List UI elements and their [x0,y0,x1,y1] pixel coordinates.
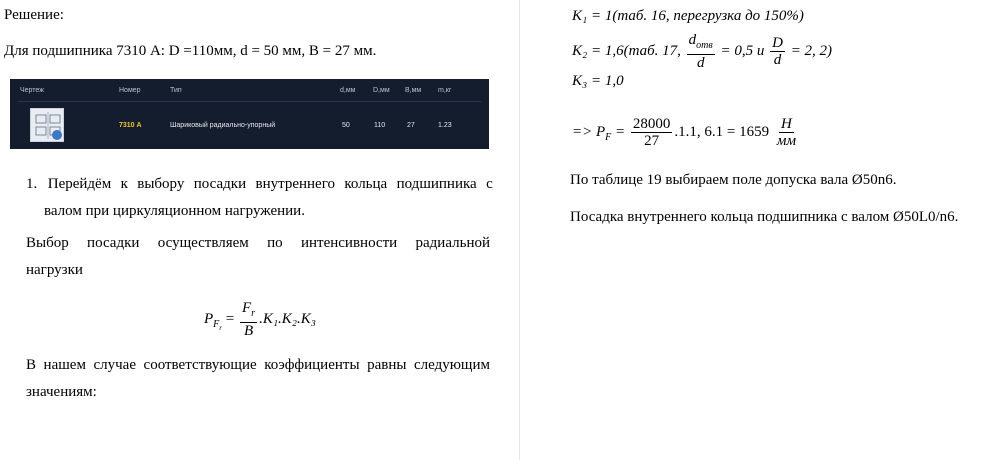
list-item-text-line2: валом при циркуляционном нагружении. [44,203,305,219]
result-prefix: => P [572,123,606,140]
paragraph-selection-line2: нагрузки [26,262,83,278]
bearing-mass-value: 1.23 [438,122,452,129]
col-type-header: Тип [170,87,182,94]
table-divider [18,101,481,102]
k2-fraction-1 [687,32,715,71]
list-number: 1. [26,176,38,192]
k2-value [572,32,832,71]
col-drawing-header: Чертеж [20,87,44,94]
result-unit-num: Н [781,116,792,132]
bearing-d-value: 50 [342,122,350,129]
col-number-header: Номер [119,87,141,94]
bearing-table [10,79,489,149]
result-formula [572,116,800,149]
formula-eq: = [225,310,235,327]
formula-P-sub: F [213,318,220,330]
solution-heading: Решение: [4,7,64,23]
k3-value: K₃ = 1,0 [572,73,624,89]
formula-fraction [240,300,257,339]
formula-rest: .K₁.K₂.K₃ [259,310,316,327]
col-B-header: B,мм [405,87,422,94]
k1-value: K₁ = 1(таб. 16, перегрузка до 150%) [572,8,804,24]
result-den: 27 [644,133,660,149]
formula-num-sub: r [251,308,256,319]
k2-fraction-2 [770,35,785,68]
k2-frac1-den: d [696,55,705,71]
col-d-header: d,мм [340,87,356,94]
bearing-dimensions: Для подшипника 7310 А: D =110мм, d = 50 мм, B = 27 мм. [4,43,377,59]
col-m-header: m,кг [438,87,452,94]
paragraph-selection-line1: Выбор посадки осуществляем по интенсивности радиальной [26,235,490,251]
result-fraction [631,116,673,149]
bearing-type: Шариковый радиально-упорный [170,122,276,129]
tolerance-text: По таблице 19 выбираем поле допуска вала Ø50n6. [570,172,897,188]
bearing-number[interactable]: 7310 А [119,122,142,129]
load-intensity-formula [204,300,316,339]
result-unit [775,116,798,149]
bearing-D-value: 110 [374,122,386,129]
col-D-header: D,мм [373,87,390,94]
zoom-icon[interactable] [52,130,62,140]
k2-frac2-den: d [773,52,782,68]
result-unit-den: мм [776,133,797,149]
bearing-drawing-thumbnail[interactable] [30,108,64,142]
k2-prefix: K₂ = 1,6(таб. 17, [572,42,681,59]
bearing-B-value: 27 [407,122,415,129]
formula-P: P [204,310,214,327]
formula-num: F [241,300,252,316]
k2-suffix: = 2, 2) [790,42,833,59]
k2-frac1-num-sub: отв [696,40,713,51]
page-divider [519,0,520,460]
paragraph-coefficients-line1: В нашем случае соответствующие коэффициенты равны следующим [26,357,490,373]
result-mid: .1.1, 6.1 = 1659 [674,123,770,140]
k2-mid: = 0,5 и [720,42,765,59]
list-item-text-line1: Перейдём к выбору посадки внутреннего кольца подшипника с [47,176,493,192]
formula-den: B [243,323,254,339]
result-eq: = [615,123,626,140]
k2-frac1-num: d [688,32,697,48]
result-sub: F [605,131,612,143]
result-num: 28000 [632,116,671,132]
paragraph-coefficients-line2: значениям: [26,384,97,400]
fit-text: Посадка внутреннего кольца подшипника с валом Ø50L0/n6. [570,209,959,225]
list-item-1 [26,171,493,225]
formula-P-subsub: r [219,323,223,332]
k2-frac2-num: D [772,35,783,51]
